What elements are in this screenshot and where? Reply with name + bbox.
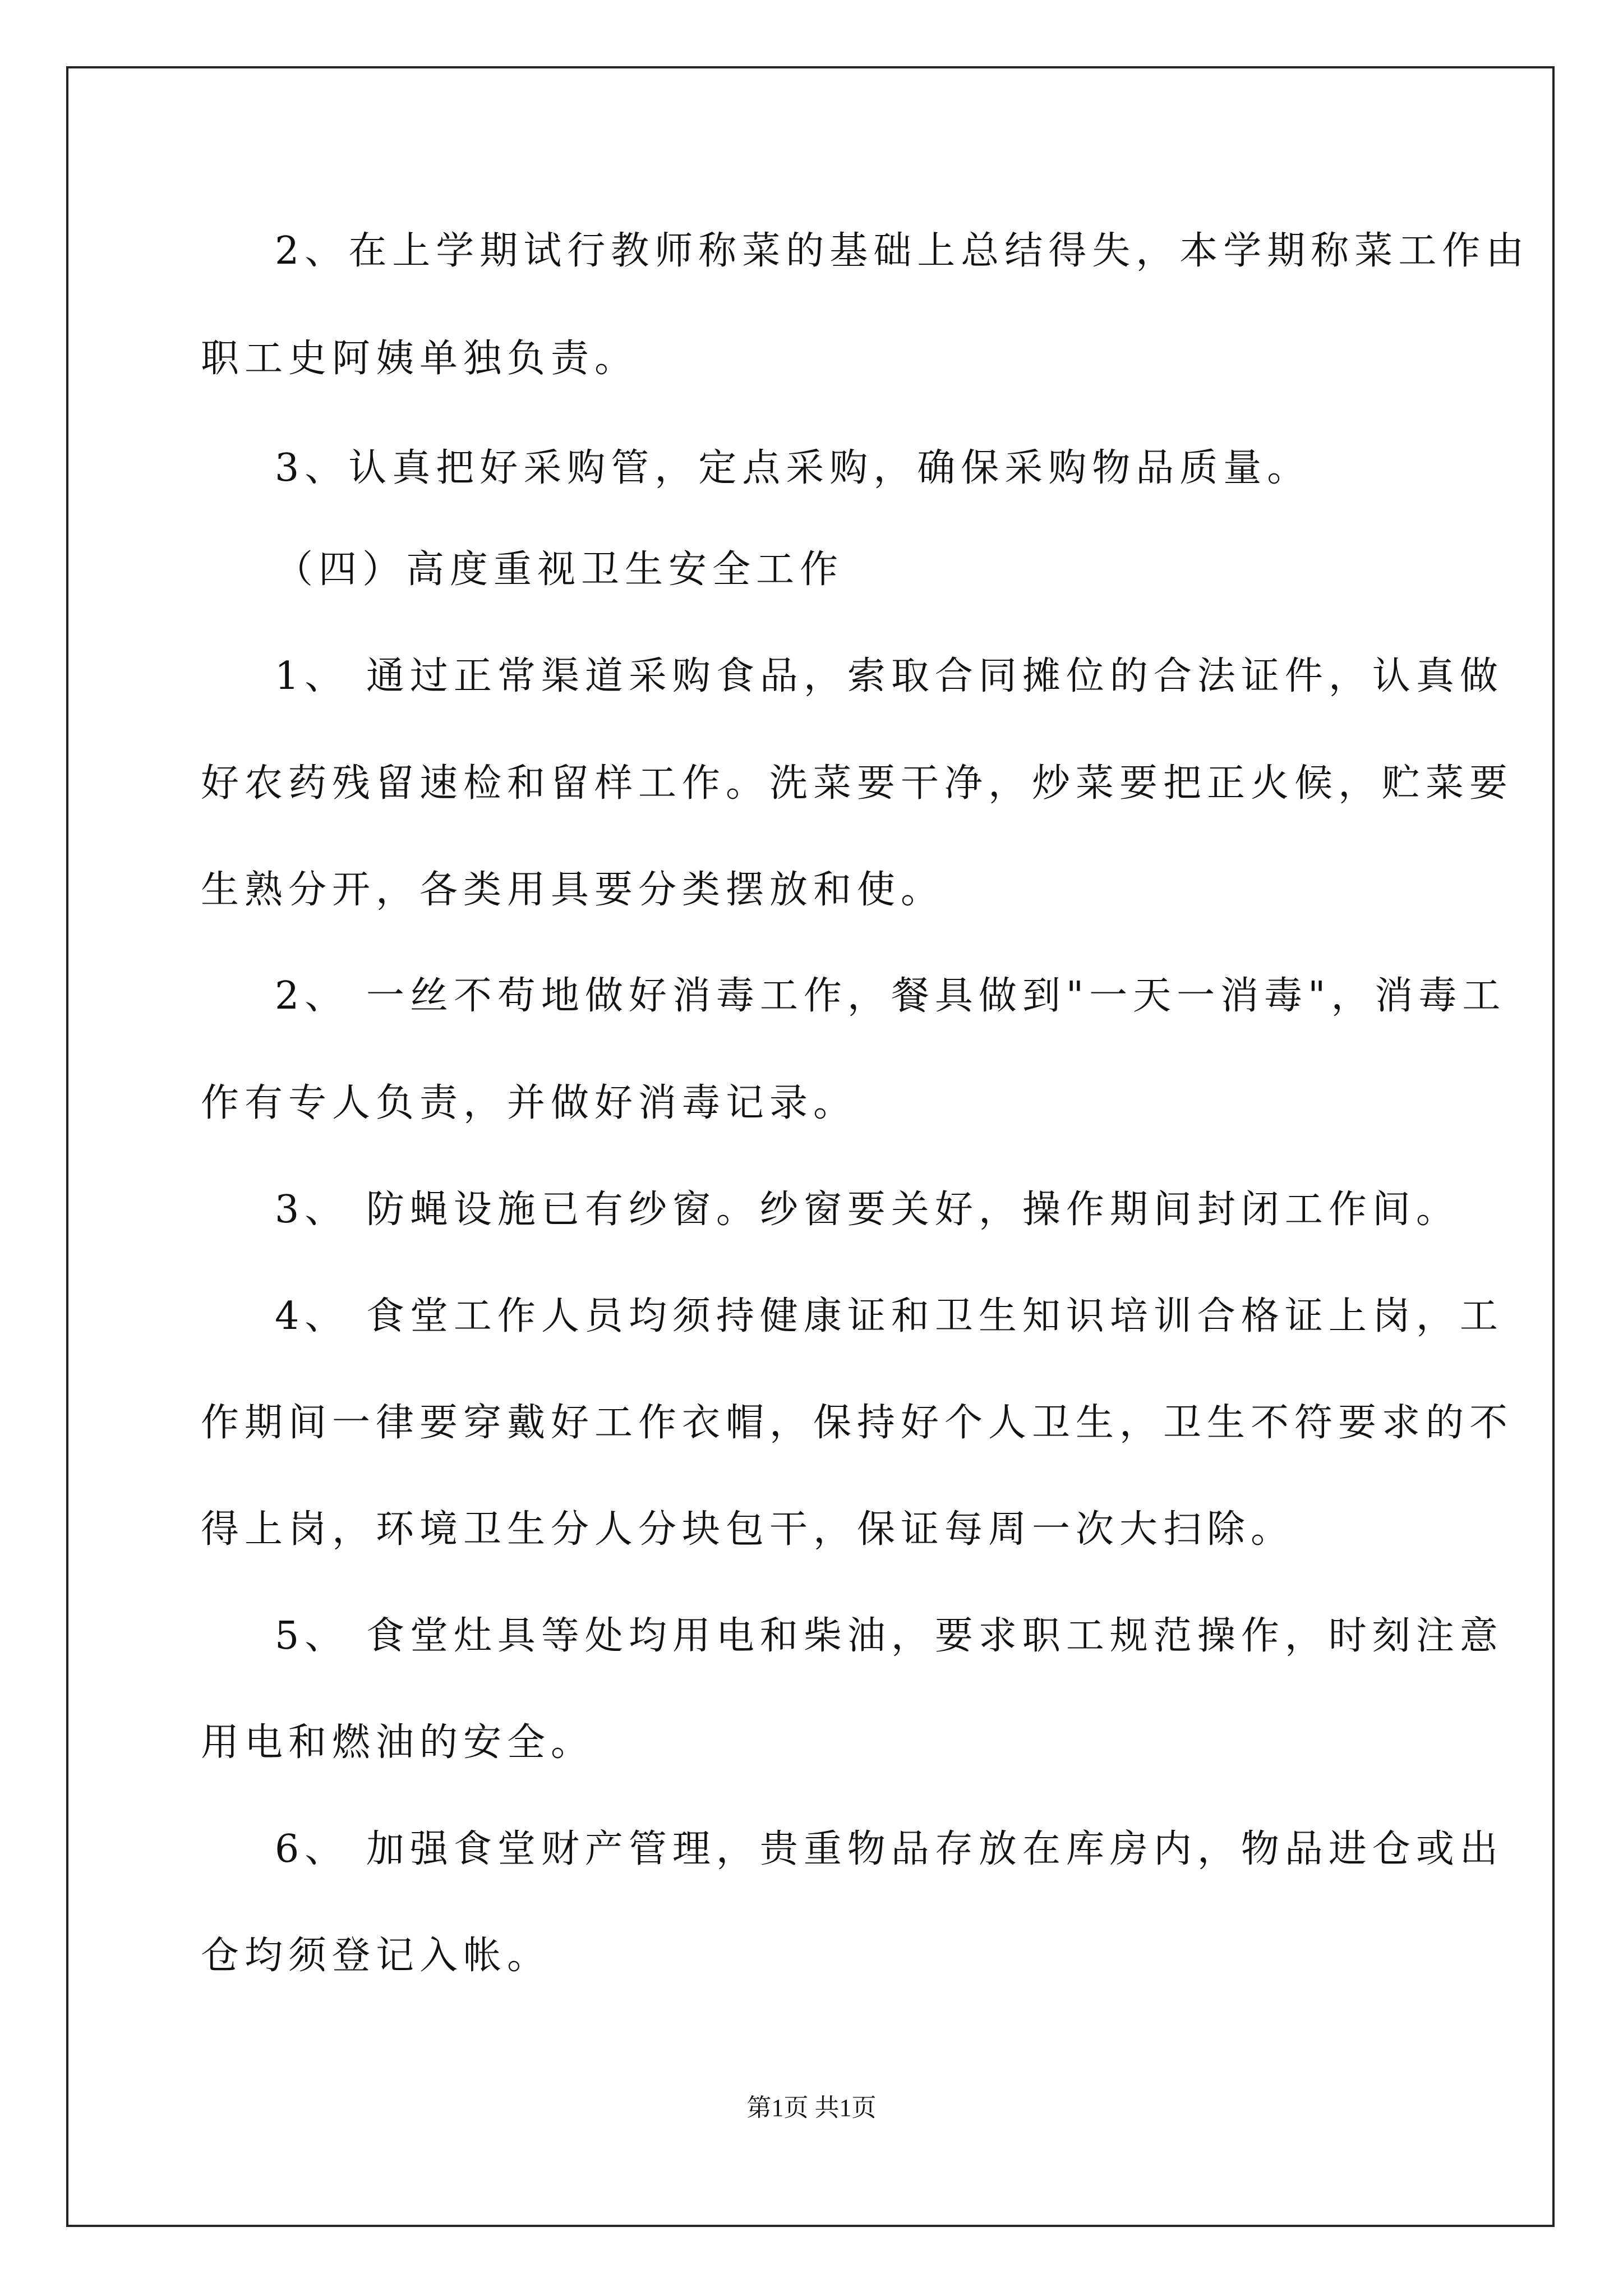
paragraph-line: 作期间一律要穿戴好工作衣帽，保持好个人卫生，卫生不符要求的不 (201, 1401, 1514, 1445)
paragraph-line: 作有专人负责，并做好消毒记录。 (201, 1081, 857, 1125)
paragraph-line: 4、 食堂工作人员均须持健康证和卫生知识培训合格证上岗，工 (275, 1294, 1504, 1338)
section-heading: （四）高度重视卫生安全工作 (275, 547, 844, 592)
paragraph-line: 1、 通过正常渠道采购食品，索取合同摊位的合法证件，认真做 (275, 654, 1504, 698)
paragraph-line: 3、认真把好采购管，定点采购，确保采购物品质量。 (275, 446, 1311, 490)
paragraph-line: 2、在上学期试行教师称菜的基础上总结得失，本学期称菜工作由 (275, 229, 1530, 273)
paragraph-line: 生熟分开，各类用具要分类摆放和使。 (201, 868, 945, 912)
paragraph-line: 好农药残留速检和留样工作。洗菜要干净，炒菜要把正火候，贮菜要 (201, 761, 1514, 806)
page-number-footer: 第1页 共1页 (746, 2094, 877, 2122)
paragraph-line: 职工史阿姨单独负责。 (201, 337, 639, 381)
paragraph-line: 3、 防蝇设施已有纱窗。纱窗要关好，操作期间封闭工作间。 (275, 1188, 1460, 1232)
paragraph-line: 5、 食堂灶具等处均用电和柴油，要求职工规范操作，时刻注意 (275, 1614, 1504, 1658)
paragraph-line: 仓均须登记入帐。 (201, 1934, 551, 1978)
page-border (66, 66, 1555, 2227)
paragraph-line: 6、 加强食堂财产管理，贵重物品存放在库房内，物品进仓或出 (275, 1827, 1504, 1871)
paragraph-line: 2、 一丝不苟地做好消毒工作，餐具做到"一天一消毒"，消毒工 (275, 974, 1506, 1018)
paragraph-line: 用电和燃油的安全。 (201, 1720, 595, 1765)
paragraph-line: 得上岗，环境卫生分人分块包干，保证每周一次大扫除。 (201, 1507, 1295, 1552)
